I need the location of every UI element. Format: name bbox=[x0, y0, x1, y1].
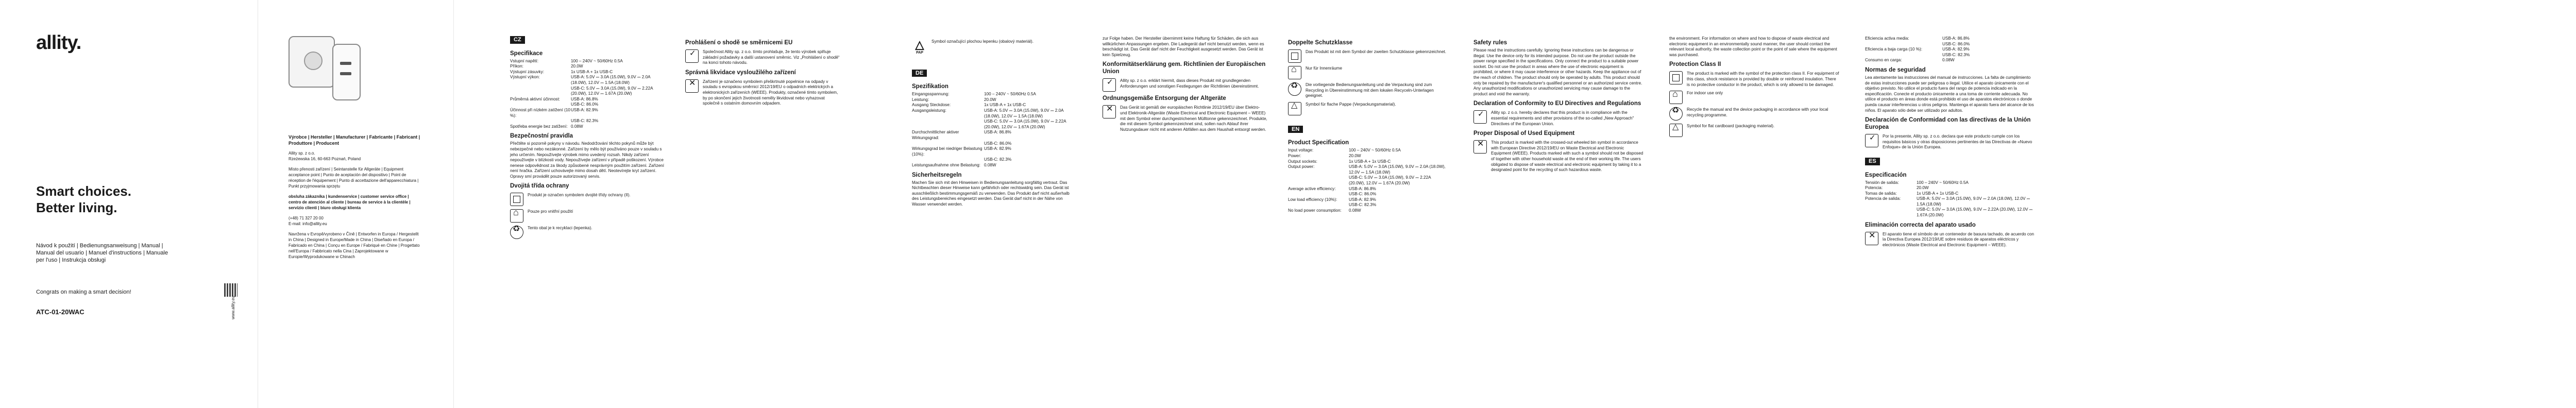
spec-value: USB-C: 82.3% bbox=[1349, 202, 1377, 208]
spec-row bbox=[1865, 207, 2035, 218]
spec-value: 0.08W bbox=[1942, 58, 1955, 63]
indoor-use-icon bbox=[1669, 91, 1683, 104]
product-illustration bbox=[289, 36, 366, 103]
spec-row bbox=[912, 130, 1072, 141]
spec-value: 1x USB-A + 1x USB-C bbox=[984, 103, 1026, 108]
spec-key: Eficiencia activa media: bbox=[1865, 36, 1909, 41]
spec-key: Leistung: bbox=[912, 97, 929, 102]
spec-row bbox=[1865, 42, 2035, 47]
spec-key: Consumo en carga: bbox=[1865, 58, 1902, 63]
de-double-title: Doppelte Schutzklasse bbox=[1288, 40, 1353, 46]
de-safety-title: Sicherheitsregeln bbox=[912, 172, 962, 178]
es-rules-text: Lea atentamente las instrucciones del manual de instrucciones. La falta de cumplimiento de estas instrucciones puede ser peligrosa o ilegal. Utilice el aparato únicamente con el objetivo previsto. No utilice el producto fuera del rango de potencia indicado en la especificación. Conecte el producto únicamente a una toma de corriente adecuada. No utilice el producto en áreas donde está prohibido el uso de aparatos electrónicos o donde pueda causar interferencias u otros peligros. Mantenga el aparato fuera del alcance de los niños. El aparato sólo debe ser utilizado por adultos. bbox=[1865, 75, 2034, 113]
spec-key: Output power: bbox=[1288, 164, 1315, 169]
spec-row bbox=[912, 97, 1072, 103]
usb-port-icon bbox=[340, 72, 351, 75]
spec-row bbox=[1288, 186, 1448, 192]
ce-mark-icon bbox=[685, 49, 699, 63]
spec-value: 1x USB-A + 1x USB-C bbox=[1349, 159, 1391, 164]
acceptance-point: Místo přenosti zařízení | Seintanstelle für Allgeräte | Equipment acceptance point | Punto de aceptación del dispositivo | Point de réception de l'équipement | Punto di accettazione dell'apparecchiatura | Punkt przyjmowania sprzętu bbox=[289, 167, 419, 189]
cz-spec-title: Specifikace bbox=[510, 50, 543, 57]
spec-row bbox=[1288, 154, 1448, 159]
spec-key: No load power consumption: bbox=[1288, 208, 1342, 213]
spec-row bbox=[1288, 192, 1448, 197]
en-weee-title: Proper Disposal of Used Equipment bbox=[1473, 130, 1575, 137]
de-en-column: Doppelte Schutzklasse Das Produkt ist mit dem Symbol der zweiten Schutzklasse gekennzeichnet. ⌂ Nur für Innenräume ♻ Die vorliegende Bedienungsanleitung und die Verpackung sind zum Recycling in Übereinstimmung mit dem lokalen Recyceln-Unterlagen geeignet. △ Symbol für flache Pappe (Verpackungsmaterial). EN Product Specification Input voltage: 100 – 240V ~ 50/60Hz 0.5A Power: 20.0W Output sockets: 1x USB-A + 1x USB-C Output power: USB-A: 5.0V ⎓ 3.0A (15.0W), 9.0V ⎓ 2.0A (18.0W), 12.0V ⎓ 1.5A (18.0W) USB-C: 5.0V ⎓ 3.0A (15.0W), 9.0V ⎓ 2.22A (20.0W), 12.0V ⎓ 1.67A (20.0W) Average active efficiency: USB-A: 86.8% USB-C: 86.0% Low load efficiency (10%): USB-A: 82.9% USB-C: 82.3% No load power consumption: 0.08W bbox=[1288, 36, 1448, 214]
spec-value: 100 – 240V ~ 50/60Hz 0.5A bbox=[571, 58, 623, 63]
es-weee-title: Eliminación correcta del aparato usado bbox=[1865, 222, 1976, 228]
spec-value: USB-A: 86.8% bbox=[984, 130, 1011, 135]
recycle-icon bbox=[510, 226, 523, 239]
cover-panel bbox=[0, 0, 258, 408]
crossed-bin-icon bbox=[1103, 105, 1116, 118]
en-class-title: Protection Class II bbox=[1669, 61, 1721, 68]
spec-key: Spotřeba energie bez zatížení: bbox=[510, 124, 568, 129]
spec-key: Average active efficiency: bbox=[1288, 186, 1336, 191]
congrats-text: Congrats on making a smart decision! bbox=[36, 289, 131, 295]
crossed-bin-icon bbox=[1473, 140, 1487, 154]
spec-value: USB-C: 86.0% bbox=[1349, 192, 1377, 197]
spec-key: Durchschnittlicher aktiver Wirkungsgrad: bbox=[912, 130, 959, 140]
spec-value: USB-C: 86.0% bbox=[571, 102, 599, 107]
en-env-text: the environment. For information on where and how to dispose of waste electrical and electronic equipment in an environmentally sound manner, the user should contact the relevant local authority, the waste collection point or the point of sale where the equipment was purchased. bbox=[1669, 36, 1837, 57]
spec-row bbox=[1865, 53, 2035, 58]
en-column: Safety rules Please read the instructions carefully. Ignoring these instructions can be dangerous or illegal. Use the device only for its intended purpose. Do not use the product outside the power range specified in the specifications. Only connect the product to a suitable power socket. Do not use the product in areas where the use of electronic equipment is prohibited, or where it may cause interference or other hazards. Keep the appliance out of the reach of children. The product should only be operated by adults. This product should only be repaired by the manufacturer's qualified personnel or an authorized service centre. Any unauthorized modifications or unauthorized servicing may cause damage to the product and void the warranty. Declaration of Conformity to EU Directives and Regulations ✓ Allity sp. z o.o. hereby declares that this product is in compliance with the essential requirements and other provisions of the so-called „New Approach" Directives of the European Union. Proper Disposal of Used Equipment ✕ This product is marked with the crossed-out wheeled bin symbol in accordance with European Directive 2012/19/EU on Waste Electrical and Electronic Equipment (WEEE). Products marked with such a symbol should not be disposed of together with other household waste at the end of their working life. The users obligated to dispose of waste electrical and electronic equipment by taking it to a designated point for the recycling of such hazardous waste. bbox=[1473, 36, 1643, 176]
customer-service: obsluha zákazníka | kundenservice | customer service office | centro de atención al cliente | bureau de service à la clientèle | servizio clienti | biuro obsługi klienta bbox=[289, 194, 411, 210]
spec-value: USB-C: 5.0V ⎓ 3.0A (15.0W), 9.0V ⎓ 2.22A (20.0W), 12.0V ⎓ 1.67A (20.0W) bbox=[984, 119, 1066, 129]
spec-row bbox=[912, 119, 1072, 130]
spec-row bbox=[912, 146, 1072, 157]
fold-line bbox=[453, 0, 454, 408]
en2-column: the environment. For information on where and how to dispose of waste electrical and electronic equipment in an environmentally sound manner, the user should contact the relevant local authority, the waste collection point or the point of sale where the equipment was purchased. Protection Class II The product is marked with the symbol of the protection class II. For equipment of this class, shock resistance is provided by double or reinforced insulation. There is no protective conductor in the product, which is only allowed to be damaged. ⌂ For indoor use only ♻ Recycle the manual and the device packaging in accordance with your local recycling programme. △ Symbol for flat cardboard (packaging material). bbox=[1669, 36, 1839, 140]
es-spec-title: Especificación bbox=[1865, 172, 1907, 178]
spec-key: Input voltage: bbox=[1288, 148, 1314, 153]
usb-port-icon bbox=[340, 62, 351, 65]
en-safety-text: Please read the instructions carefully. Ignoring these instructions can be dangerous or illegal. Use the device only for its intended purpose. Do not use the product outside the power range specified in the specifications. Only connect the product to a suitable power socket. Do not use the product in areas where the use of electronic equipment is prohibited, or where it may cause interference or other hazards. Keep the appliance out of the reach of children. The product should only be operated by adults. This product should only be repaired by the manufacturer's qualified personnel or an authorized service centre. Any unauthorized modifications or unauthorized servicing may cause damage to the product and void the warranty. bbox=[1473, 48, 1642, 96]
spec-row bbox=[1865, 36, 2035, 42]
spec-key bbox=[912, 119, 984, 130]
spec-value: USB-C: 86.0% bbox=[1942, 41, 1970, 46]
en-spec-title: Product Specification bbox=[1288, 140, 1349, 146]
spec-value: USB-A: 5.0V ⎓ 3.0A (15.0W), 9.0V ⎓ 2.0A (18.0W), 12.0V ⎓ 1.5A (18.0W) bbox=[984, 108, 1064, 118]
spec-value: 100 – 240V ~ 50/60Hz 0.5A bbox=[1917, 180, 1969, 185]
cz2-column: Prohlášení o shodě se směrnicemi EU ✓ Společnost Allity sp. z o.o. tímto prohlašuje, že tento výrobek splňuje základní požadavky a další ustanovení směrnic. Viz „Prohlášení o shodě“ na konci tohoto návodu. Správná likvidace vysloužilého zařízení ✕ Zařízení je označeno symbolem přeškrtnuté popelnice na odpady v souladu s evropskou směrnicí 2012/19/EU o odpadních elektrických a elektronických zařízeních (WEEE). Produkty, označené tímto symbolem, by po skončení jejich životnosti neměly likvidovat nebo vyhazovat společně s ostatním domovním odpadem. bbox=[685, 36, 840, 110]
company-address: Rzeżewska 16, 60-663 Poznań, Poland bbox=[289, 157, 361, 161]
spec-key: Účinnost při nízkém zatížení (10 %): bbox=[510, 107, 570, 118]
spec-row bbox=[1288, 175, 1448, 186]
recycle-icon bbox=[1288, 82, 1301, 96]
spec-row bbox=[510, 118, 665, 124]
spec-value: USB-A: 86.8% bbox=[1349, 186, 1376, 191]
company-name: Allity sp. z o.o. bbox=[289, 151, 315, 156]
ce-mark-icon bbox=[1865, 134, 1878, 147]
en-spec-list bbox=[1288, 148, 1448, 213]
es-column: Eficiencia activa media: USB-A: 86.8% USB-C: 86.0% Eficiencia a baja carga (10 %): USB-A: 82.9% USB-C: 82.3% Consumo en carga: 0.08W Normas de seguridad Lea atentamente las instrucciones del manual de instrucciones. La falta de cumplimiento de estas instrucciones puede ser peligrosa o ilegal. Utilice el aparato únicamente con el objetivo previsto. No utilice el producto fuera del rango de potencia indicado en la especificación. Conecte el producto únicamente a una toma de corriente adecuada. No utilice el producto en áreas donde está prohibido el uso de aparatos electrónicos o donde pueda causar interferencias u otros peligros. Mantenga el aparato fuera del alcance de los niños. El aparato sólo debe ser utilizado por adultos. Declaración de Conformidad con las directivas de la Unión Europea ✓ Por la presente, Allity sp. z o.o. declara que este producto cumple con los requisitos básicos y otras disposiciones pertinentes de las Directivas de «Nuevo Enfoque» de la Unión Europea. ES Especificación Tensión de salida: 100 – 240V ~ 50/60Hz 0.5A Potencia: 20.0W Tomas de salida: 1x USB-A + 1x USB-C Potencia de salida: USB-A: 5.0V ⎓ 3.0A (15.0W), 9.0V ⎓ 2.0A (18.0W), 12.0V ⎓ 1.5A (18.0W) USB-C: 5.0V ⎓ 3.0A (15.0W), 9.0V ⎓ 2.22A (20.0W), 12.0V ⎓ 1.67A (20.0W) Eliminación correcta del aparato usado ✕ El aparato tiene el símbolo de un contenedor de basura tachado, de acuerdo con la Directiva Europea 2012/19/UE sobre residuos de aparatos eléctricos y electrónicos (Waste Electrical and Electronic Equipment – WEEE). bbox=[1865, 36, 2035, 251]
de2-column: zur Folge haben. Der Hersteller übernimmt keine Haftung für Schäden, die sich aus willkürlichen Anpassungen ergeben. Die Ladegerät darf nicht benutzt werden, wenn es beschädigt ist. Das Gerät darf nicht der Feuchtigkeit ausgesetzt werden. Das Gerät ist kein Spielzeug. Konformitätserklärung gem. Richtlinien der Europäischen Union ✓ Allity sp. z o.o. erklärt hiermit, dass dieses Produkt mit grundlegenden Anforderungen und sonstigen Festlegungen der Richtlinien übereinstimmt. Ordnungsgemäße Entsorgung der Altgeräte ✕ Das Gerät ist gemäß der europäischen Richtlinie 2012/19/EU über Elektro- und Elektronik-Altgeräte (Waste Electrical and Electronic Equipment – WEEE) mit dem Symbol einer durchgestrichenen Mülltonne gekennzeichnet. Produkte, die mit diesem Symbol gekennzeichnet sind, sollen nach Ablauf ihrer Nutzungsdauer nicht mit anderen Abfällen aus dem Haushalt entsorgt werden. bbox=[1103, 36, 1267, 135]
spec-row bbox=[510, 59, 665, 64]
indoor-use-icon bbox=[1288, 66, 1301, 79]
cardboard-icon bbox=[1669, 124, 1683, 137]
spec-value: USB-C: 5.0V ⎓ 3.0A (15.0W), 9.0V ⎓ 2.22A (20.0W), 12.0V ⎓ 1.67A (20.0W) bbox=[571, 86, 653, 96]
de-spec-list bbox=[912, 92, 1072, 168]
spec-key bbox=[510, 102, 571, 108]
ce-mark-icon bbox=[1103, 78, 1116, 92]
spec-row bbox=[912, 163, 1072, 168]
spec-row bbox=[1288, 159, 1448, 165]
de-safety-text: Machen Sie sich mit den Hinweisen in Bedienungsanleitung sorgfältig vertraut. Das Nichtbeachten dieser Hinweise kann gefährlich oder rechtswidrig sein. Das Gerät ist ausschließlich bestimmungsgemäß zu verwenden. Das Produkt darf nicht außerhalb des Leistungsbereiches eingesetzt werden. Das Gerät darf nicht in der Nähe von Wasser verwendet werden. bbox=[912, 180, 1070, 207]
crossed-bin-icon bbox=[685, 79, 699, 93]
lang-badge-de: DE bbox=[912, 70, 927, 77]
website-url: www.allity.eu bbox=[231, 296, 235, 319]
spec-row bbox=[912, 157, 1072, 163]
spec-key: Leistungsaufnahme ohne Belastung: bbox=[912, 162, 980, 167]
plug-icon bbox=[304, 52, 323, 70]
pap-icon: △ PAP bbox=[915, 38, 924, 55]
spec-key: Wirkungsgrad bei niedriger Belastung (10%): bbox=[912, 146, 982, 157]
spec-value: USB-C: 5.0V ⎓ 3.0A (15.0W), 9.0V ⎓ 2.22A (20.0W), 12.0V ⎓ 1.67A (20.0W) bbox=[1917, 207, 2033, 218]
spec-row bbox=[1865, 180, 2035, 186]
model-number: ATC-01-20WAC bbox=[36, 308, 84, 316]
spec-value: USB-C: 5.0V ⎓ 3.0A (15.0W), 9.0V ⎓ 2.22A (20.0W), 12.0V ⎓ 1.67A (20.0W) bbox=[1349, 175, 1431, 185]
cz-spec-list bbox=[510, 59, 665, 130]
cz-safety-title: Bezpečnostní pravidla bbox=[510, 133, 573, 140]
spec-value: 0.08W bbox=[984, 162, 996, 167]
spec-value: USB-A: 82.9% bbox=[984, 146, 1011, 151]
spec-row bbox=[1865, 196, 2035, 207]
spec-key: Výstupní zásuvky: bbox=[510, 69, 544, 74]
cz-double-title: Dvojitá třída ochrany bbox=[510, 183, 569, 190]
spec-row bbox=[1865, 47, 2035, 53]
en-eu-title: Declaration of Conformity to EU Directives and Regulations bbox=[1473, 100, 1641, 107]
spec-key bbox=[1865, 207, 1917, 218]
spec-value: 0.08W bbox=[571, 124, 583, 129]
spec-value: 100 – 240V ~ 50/60Hz 0.5A bbox=[1349, 148, 1401, 153]
brand-logo: allity. bbox=[36, 32, 81, 54]
spec-value: 20.0W bbox=[571, 64, 583, 69]
spec-value: USB-A: 82.9% bbox=[571, 107, 598, 112]
spec-value: 100 – 240V ~ 50/60Hz 0.5A bbox=[984, 92, 1036, 97]
cz-column: CZ Specifikace Vstupní napětí: 100 – 240V ~ 50/60Hz 0.5A Příkon: 20.0W Výstupní zásuvky: 1x USB-A + 1x USB-C Výstupní výkon: USB-A: 5.0V ⎓ 3.0A (15.0W), 9.0V ⎓ 2.0A (18.0W), 12.0V ⎓ 1.5A (18.0W) USB-C: 5.0V ⎓ 3.0A (15.0W), 9.0V ⎓ 2.22A (20.0W), 12.0V ⎓ 1.67A (20.0W) Průměrná aktivní účinnost: USB-A: 86.8% USB-C: 86.0% Účinnost při nízkém zatížení (10 %): USB-A: 82.9% USB-C: 82.3% Spotřeba energie bez zatížení: 0.08W Bezpečnostní pravidla Přečtěte si pozorně pokyny v návodu. Nedodržování těchto pokynů může být nebezpečné nebo nezákonné. Zařízení by mělo být používáno pouze v souladu s jeho určením. Nepoužívejte výrobek mimo uvedený rozsah. Nikdy zařízení nepoužívejte v blízkosti vody. Nepoužívejte zařízení v případě poškození. Výrobce nenese odpovědnost za škody způsobené nesprávným použitím zařízení. Zařízení není hračka. Zařízení uchovávejte mimo dosah dětí. Neotevírejte kryt zařízení. Opravy smí provádět pouze autorizovaný servis. Dvojitá třída ochrany Produkt je označen symbolem dvojité třídy ochrany (II). ⌂ Pouze pro vnitřní použití ♻ Tento obal je k recyklaci (lepenka). bbox=[510, 36, 665, 242]
es-eff-list bbox=[1865, 36, 2035, 63]
cz-eu-title: Prohlášení o shodě se směrnicemi EU bbox=[685, 40, 793, 46]
tagline-line-2: Better living. bbox=[36, 200, 117, 215]
ce-mark-icon bbox=[1473, 110, 1487, 124]
spec-key: Vstupní napětí: bbox=[510, 58, 539, 63]
spec-key: Ausgangsleistung: bbox=[912, 108, 946, 113]
lang-badge-en: EN bbox=[1288, 126, 1303, 133]
spec-key: Output sockets: bbox=[1288, 159, 1317, 164]
spec-row bbox=[510, 124, 665, 130]
cz-safety-text: Přečtěte si pozorně pokyny v návodu. Nedodržování těchto pokynů může být nebezpečné nebo nezákonné. Zařízení by mělo být používáno pouze v souladu s jeho určením. Nepoužívejte výrobek mimo uvedený rozsah. Nikdy zařízení nepoužívejte v blízkosti vody. Nepoužívejte zařízení v případě poškození. Výrobce nenese odpovědnost za škody způsobené nesprávným použitím zařízení. Zařízení není hračka. Zařízení uchovávejte mimo dosah dětí. Neotevírejte kryt zařízení. Opravy smí provádět pouze autorizovaný servis. bbox=[510, 141, 665, 179]
crossed-bin-icon bbox=[1865, 232, 1878, 245]
spec-row bbox=[912, 108, 1072, 119]
spec-row bbox=[510, 75, 665, 86]
spec-key: Low load efficiency (10%): bbox=[1288, 197, 1337, 202]
spec-row bbox=[912, 92, 1072, 97]
spec-value: 20.0W bbox=[1917, 185, 1929, 191]
spec-value: USB-A: 5.0V ⎓ 3.0A (15.0W), 9.0V ⎓ 2.0A (18.0W), 12.0V ⎓ 1.5A (18.0W) bbox=[1349, 164, 1446, 175]
spec-value: USB-A: 82.9% bbox=[1942, 47, 1970, 52]
de-weee-title: Ordnungsgemäße Entsorgung der Altgeräte bbox=[1103, 95, 1226, 102]
recycle-icon bbox=[1669, 107, 1683, 121]
spec-row bbox=[912, 141, 1072, 147]
cardboard-icon bbox=[1288, 102, 1301, 115]
spec-value: USB-A: 5.0V ⎓ 3.0A (15.0W), 9.0V ⎓ 2.0A (18.0W), 12.0V ⎓ 1.5A (18.0W) bbox=[571, 75, 651, 85]
spec-row bbox=[1288, 197, 1448, 203]
spec-key: Eingangsspannung: bbox=[912, 92, 950, 97]
protection-class-icon bbox=[510, 193, 523, 206]
spec-row bbox=[510, 97, 665, 103]
spec-row bbox=[1288, 148, 1448, 154]
spec-key bbox=[1288, 175, 1349, 186]
protection-class-icon bbox=[1669, 71, 1683, 84]
spec-key bbox=[912, 141, 984, 147]
indoor-use-icon bbox=[510, 209, 523, 223]
spec-row bbox=[510, 102, 665, 108]
spec-value: 20.0W bbox=[1349, 153, 1361, 158]
manufacturer-panel bbox=[258, 0, 453, 408]
spec-value: USB-A: 82.9% bbox=[1349, 197, 1376, 202]
qr-code-icon bbox=[224, 283, 238, 297]
spec-row bbox=[510, 64, 665, 70]
spec-key: Výstupní výkon: bbox=[510, 75, 540, 80]
spec-row bbox=[510, 108, 665, 118]
spec-key: Tensión de salida: bbox=[1865, 180, 1899, 185]
spec-key: Potencia de salida: bbox=[1865, 196, 1901, 201]
email: E-mail: info@allity.eu bbox=[289, 222, 327, 226]
spec-key bbox=[510, 86, 571, 97]
lang-badge-cz: CZ bbox=[510, 36, 525, 44]
de-eu-title: Konformitätserklärung gem. Richtlinien der Europäischen Union bbox=[1103, 61, 1266, 75]
spec-value: 0.08W bbox=[1349, 208, 1361, 213]
spec-row bbox=[1288, 208, 1448, 214]
spec-key bbox=[1288, 192, 1349, 197]
spec-key: Tomas de salida: bbox=[1865, 191, 1897, 196]
es-spec-list bbox=[1865, 180, 2035, 218]
es-rules-title: Normas de seguridad bbox=[1865, 66, 1926, 73]
en-safety-title: Safety rules bbox=[1473, 40, 1507, 46]
spec-value: 1x USB-A + 1x USB-C bbox=[1917, 191, 1959, 196]
made-in: Navržena v Evropě/vyrobeno v Číně | Entworfen in Europa / Hergestellt in China | Designed in Europe/Made in China | Diseñado en Europa / Fabricado en China | Conçu en Europe / Fabriqué en Chine | Progettato nell'Europa / Fabbricato nella Cina | Zaprojektowane w Europie/Wyprodukowane w Chinach bbox=[289, 232, 420, 259]
es-decl-title: Declaración de Conformidad con las directivas de la Unión Europea bbox=[1865, 117, 2031, 131]
spec-row bbox=[1288, 164, 1448, 175]
spec-value: USB-C: 82.3% bbox=[571, 118, 599, 124]
spec-row bbox=[1865, 185, 2035, 191]
spec-key bbox=[1865, 42, 1942, 47]
manufacturer-body bbox=[289, 150, 422, 264]
spec-key: Ausgang Steckdose: bbox=[912, 103, 951, 108]
spec-key: Průměrná aktivní účinnost: bbox=[510, 96, 560, 101]
spec-key: Potencia: bbox=[1865, 185, 1883, 191]
spec-value: USB-C: 86.0% bbox=[984, 141, 1012, 146]
manual-languages: Návod k použití | Bedienungsanweisung | Manual | Manual del usuario | Manuel d'instructions | Manuale per l'uso | Instrukcja obsługi bbox=[36, 243, 168, 263]
spec-value: USB-A: 86.8% bbox=[1942, 36, 1970, 41]
de-column: △ PAP Symbol označující plochou lepenku (obalový materiál). DE Spezifikation Eingangsspannung: 100 – 240V ~ 50/60Hz 0.5A Leistung: 20.0W Ausgang Steckdose: 1x USB-A + 1x USB-C Ausgangsleistung: USB-A: 5.0V ⎓ 3.0A (15.0W), 9.0V ⎓ 2.0A (18.0W), 12.0V ⎓ 1.5A (18.0W) USB-C: 5.0V ⎓ 3.0A (15.0W), 9.0V ⎓ 2.22A (20.0W), 12.0V ⎓ 1.67A (20.0W) Durchschnittlicher aktiver Wirkungsgrad: USB-A: 86.8% USB-C: 86.0% Wirkungsgrad bei niedriger Belastung (10%): USB-A: 82.9% USB-C: 82.3% Leistungsaufnahme ohne Belastung: 0.08W Sicherheitsregeln Machen Sie sich mit den Hinweisen in Bedienungsanleitung sorgfältig vertraut. Das Nichtbeachten dieser Hinweise kann gefährlich oder rechtswidrig sein. Das Gerät ist ausschließlich bestimmungsgemäß zu verwenden. Das Produkt darf nicht außerhalb des Leistungsbereiches eingesetzt werden. Das Gerät darf nicht in der Nähe von Wasser verwendet werden. bbox=[912, 36, 1072, 210]
spec-row bbox=[1865, 58, 2035, 63]
tagline bbox=[36, 183, 131, 216]
spec-key: Příkon: bbox=[510, 64, 523, 69]
spec-value: USB-C: 82.3% bbox=[984, 157, 1012, 162]
spec-key bbox=[510, 118, 571, 124]
spec-row bbox=[510, 70, 665, 75]
de-spec-title: Spezifikation bbox=[912, 83, 948, 90]
phone: (+48) 71 327 20 00 bbox=[289, 216, 324, 220]
spec-key: Power: bbox=[1288, 153, 1301, 158]
spec-value: USB-C: 82.3% bbox=[1942, 52, 1970, 57]
spec-key bbox=[1288, 202, 1349, 208]
tagline-line-1: Smart choices. bbox=[36, 183, 131, 199]
spec-row bbox=[1288, 202, 1448, 208]
spec-value: USB-A: 86.8% bbox=[571, 96, 598, 101]
manufacturer-title: Výrobce | Hersteller | Manufacturer | Fabricante | Fabricant | Produttore | Producent bbox=[289, 134, 420, 146]
spec-value: 1x USB-A + 1x USB-C bbox=[571, 69, 613, 74]
protection-class-icon bbox=[1288, 49, 1301, 63]
spec-key bbox=[1865, 53, 1942, 58]
spec-key: Eficiencia a baja carga (10 %): bbox=[1865, 47, 1923, 52]
spec-row bbox=[912, 103, 1072, 108]
spec-row bbox=[1865, 191, 2035, 197]
de-intro-text: zur Folge haben. Der Hersteller übernimmt keine Haftung für Schäden, die sich aus willkürlichen Anpassungen ergeben. Die Ladegerät darf nicht benutzt werden, wenn es beschädigt ist. Das Gerät darf nicht der Feuchtigkeit ausgesetzt werden. Das Gerät ist kein Spielzeug. bbox=[1103, 36, 1264, 57]
spec-key bbox=[912, 157, 984, 163]
lang-badge-es: ES bbox=[1865, 158, 1880, 165]
cz-weee-title: Správná likvidace vysloužilého zařízení bbox=[685, 69, 796, 76]
spec-value: USB-A: 5.0V ⎓ 3.0A (15.0W), 9.0V ⎓ 2.0A (18.0W), 12.0V ⎓ 1.5A (18.0W) bbox=[1917, 196, 2030, 207]
spec-row bbox=[510, 86, 665, 97]
spec-value: 20.0W bbox=[984, 97, 996, 102]
